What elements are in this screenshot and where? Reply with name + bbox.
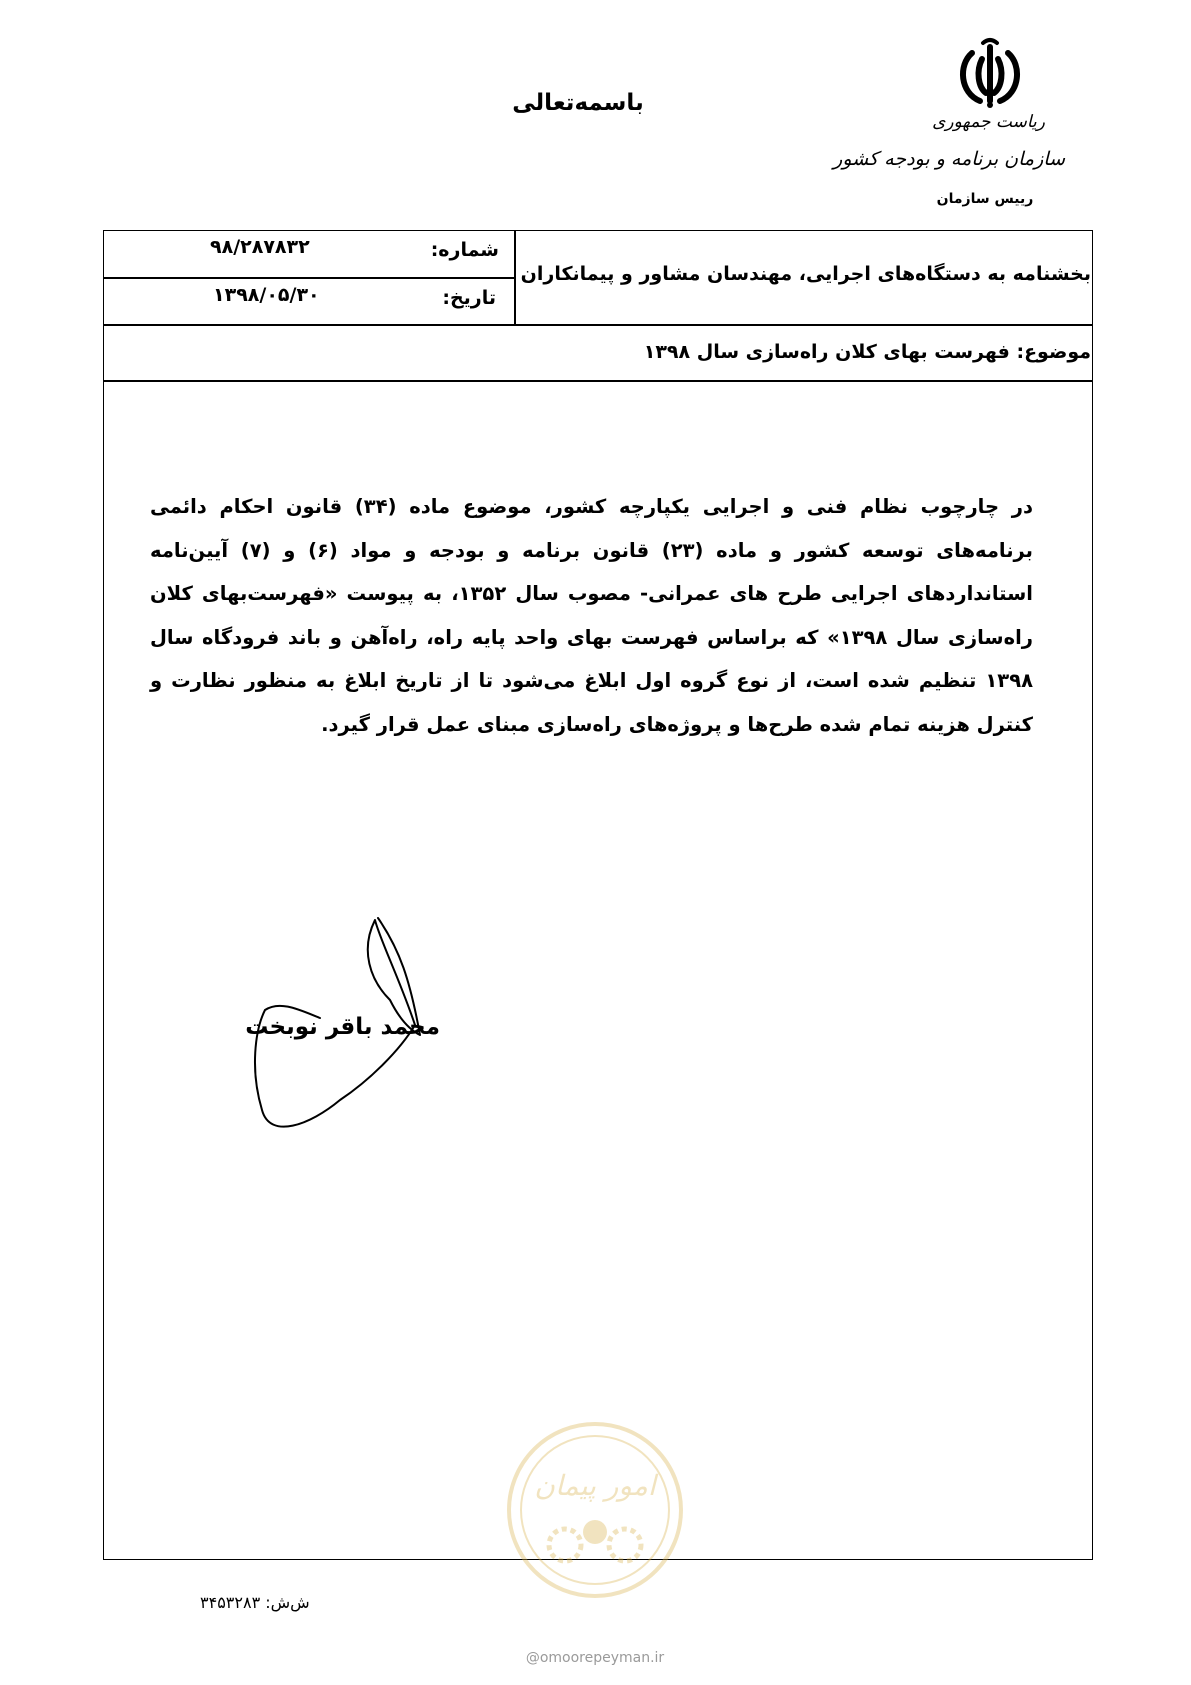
date-value: ۱۳۹۸/۰۵/۳۰ bbox=[213, 284, 320, 306]
letter-frame bbox=[103, 230, 1093, 1560]
org-presidency: ریاست جمهوری bbox=[932, 112, 1045, 132]
header-divider-bottom bbox=[103, 324, 1093, 326]
subject: موضوع: فهرست بهای کلان راه‌سازی سال ۱۳۹۸ bbox=[643, 341, 1091, 363]
iran-emblem-icon bbox=[950, 35, 1030, 115]
body-paragraph: در چارچوب نظام فنی و اجرایی یکپارچه کشور، موضوع ماده (۳۴) قانون احکام دائمی برنامه‌های توسعه کشور و ماده (۲۳) قانون برنامه و بودجه و مواد (۶) و (۷) آیین‌نامه استانداردهای اجرایی طرح های عمرانی- مصوب سال ۱۳۵۲، به پیوست «فهرست‌بهای کلان راه‌سازی سال ۱۳۹۸» که براساس فهرست بهای واحد پایه راه، راه‌آهن و باند فرودگاه سال ۱۳۹۸ تنظیم شده است، از نوع گروه اول ابلاغ می‌شود تا از تاریخ ابلاغ به منظور نظارت و کنترل هزینه تمام شده طرح‌ها و پروژه‌های راه‌سازی مبنای عمل قرار گیرد. bbox=[150, 495, 1034, 736]
website-watermark: @omoorepeyman.ir bbox=[525, 1650, 665, 1666]
addressee: بخشنامه به دستگاه‌های اجرایی، مهندسان مشاور و پیمانکاران bbox=[520, 263, 1091, 285]
number-value: ۹۸/۲۸۷۸۳۲ bbox=[210, 236, 310, 258]
subject-divider bbox=[103, 380, 1093, 382]
signer-name: محمد باقر نوبخت bbox=[245, 1014, 440, 1040]
watermark-seal-icon bbox=[505, 1420, 685, 1600]
date-label: تاریخ: bbox=[442, 287, 496, 309]
header-divider-mid bbox=[103, 277, 515, 279]
org-head-title: رییس سازمان bbox=[936, 191, 1034, 207]
org-name: سازمان برنامه و بودجه کشور bbox=[833, 148, 1065, 170]
invocation-heading: باسمه‌تعالی bbox=[512, 90, 644, 116]
tracking-number: ش‌ش: ۳۴۵۳۲۸۳ bbox=[200, 1593, 310, 1612]
watermark-text: امور پیمان bbox=[534, 1469, 656, 1502]
number-label: شماره: bbox=[430, 239, 499, 261]
